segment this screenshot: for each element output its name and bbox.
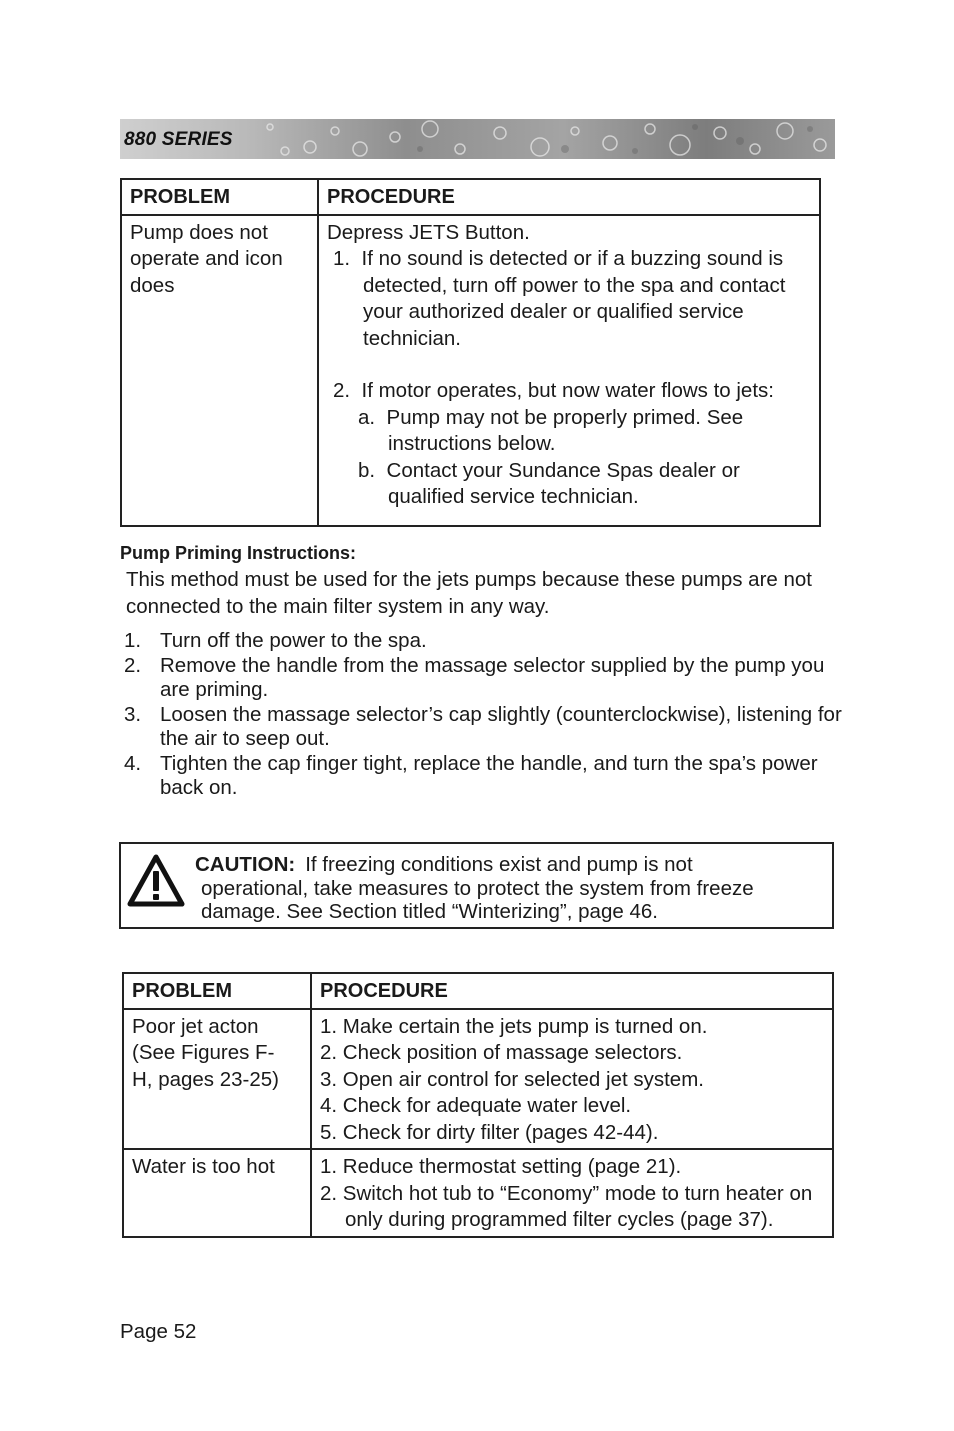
caution-text: CAUTION: If freezing conditions exist and pump is not operational, take measures to protect the system from freeze damage. See Section titled “Winterizing”, page 46. (195, 853, 754, 923)
table-row (121, 215, 820, 526)
list-item: 2. Remove the handle from the massage selector supplied by the pump you are priming. (124, 653, 825, 701)
priming-steps-list (124, 629, 844, 801)
problem-cell: Water is too hot (123, 1149, 311, 1237)
series-title: 880 SERIES (124, 129, 233, 150)
column-header-procedure: PROCEDURE (318, 179, 820, 215)
column-header-problem: PROBLEM (121, 179, 318, 215)
column-header-procedure: PROCEDURE (311, 973, 833, 1009)
troubleshooting-table-1 (120, 178, 821, 527)
procedure-step: 1. If no sound is detected or if a buzzing sound is detected, turn off power to the spa and contact your authorized dealer or qualified service technician. (333, 247, 786, 350)
procedure-cell: 1. Reduce thermostat setting (page 21). 2. Switch hot tub to “Economy” mode to turn heater on only during programmed filter cycles (page 37). (311, 1149, 833, 1237)
problem-cell: Pump does not operate and icon does (121, 215, 318, 526)
priming-intro: This method must be used for the jets pumps because these pumps are not connected to the main filter system in any way. (126, 568, 812, 618)
column-header-problem: PROBLEM (123, 973, 311, 1009)
series-header-banner (120, 119, 835, 159)
page-number: Page 52 (120, 1320, 197, 1343)
procedure-cell: 1. Make certain the jets pump is turned on. 2. Check position of massage selectors. 3. Open air control for selected jet system. 4. Check for adequate water level. 5. Check for dirty filter (pages 42-44). (311, 1009, 833, 1150)
table-row (123, 1149, 833, 1237)
caution-box (119, 842, 834, 929)
list-item: 4. Tighten the cap finger tight, replace the handle, and turn the spa’s power back on. (124, 751, 818, 799)
procedure-cell (318, 215, 820, 526)
procedure-substep: b. Contact your Sundance Spas dealer or qualified service technician. (358, 458, 740, 508)
list-item: 3. Loosen the massage selector’s cap slightly (counterclockwise), listening for the air to seep out. (124, 702, 842, 750)
list-item: 1. Turn off the power to the spa. (124, 629, 427, 652)
procedure-step: 2. If motor operates, but now water flows to jets: (333, 379, 774, 402)
procedure-intro: Depress JETS Button. (327, 220, 530, 244)
troubleshooting-table-2 (122, 972, 834, 1238)
priming-heading: Pump Priming Instructions: (120, 543, 357, 563)
caution-label: CAUTION: (195, 853, 296, 876)
procedure-substep: a. Pump may not be properly primed. See instructions below. (358, 405, 744, 455)
table-row (123, 1009, 833, 1150)
problem-cell: Poor jet acton (See Figures F-H, pages 23-25) (123, 1009, 311, 1150)
warning-triangle-icon (127, 854, 185, 908)
